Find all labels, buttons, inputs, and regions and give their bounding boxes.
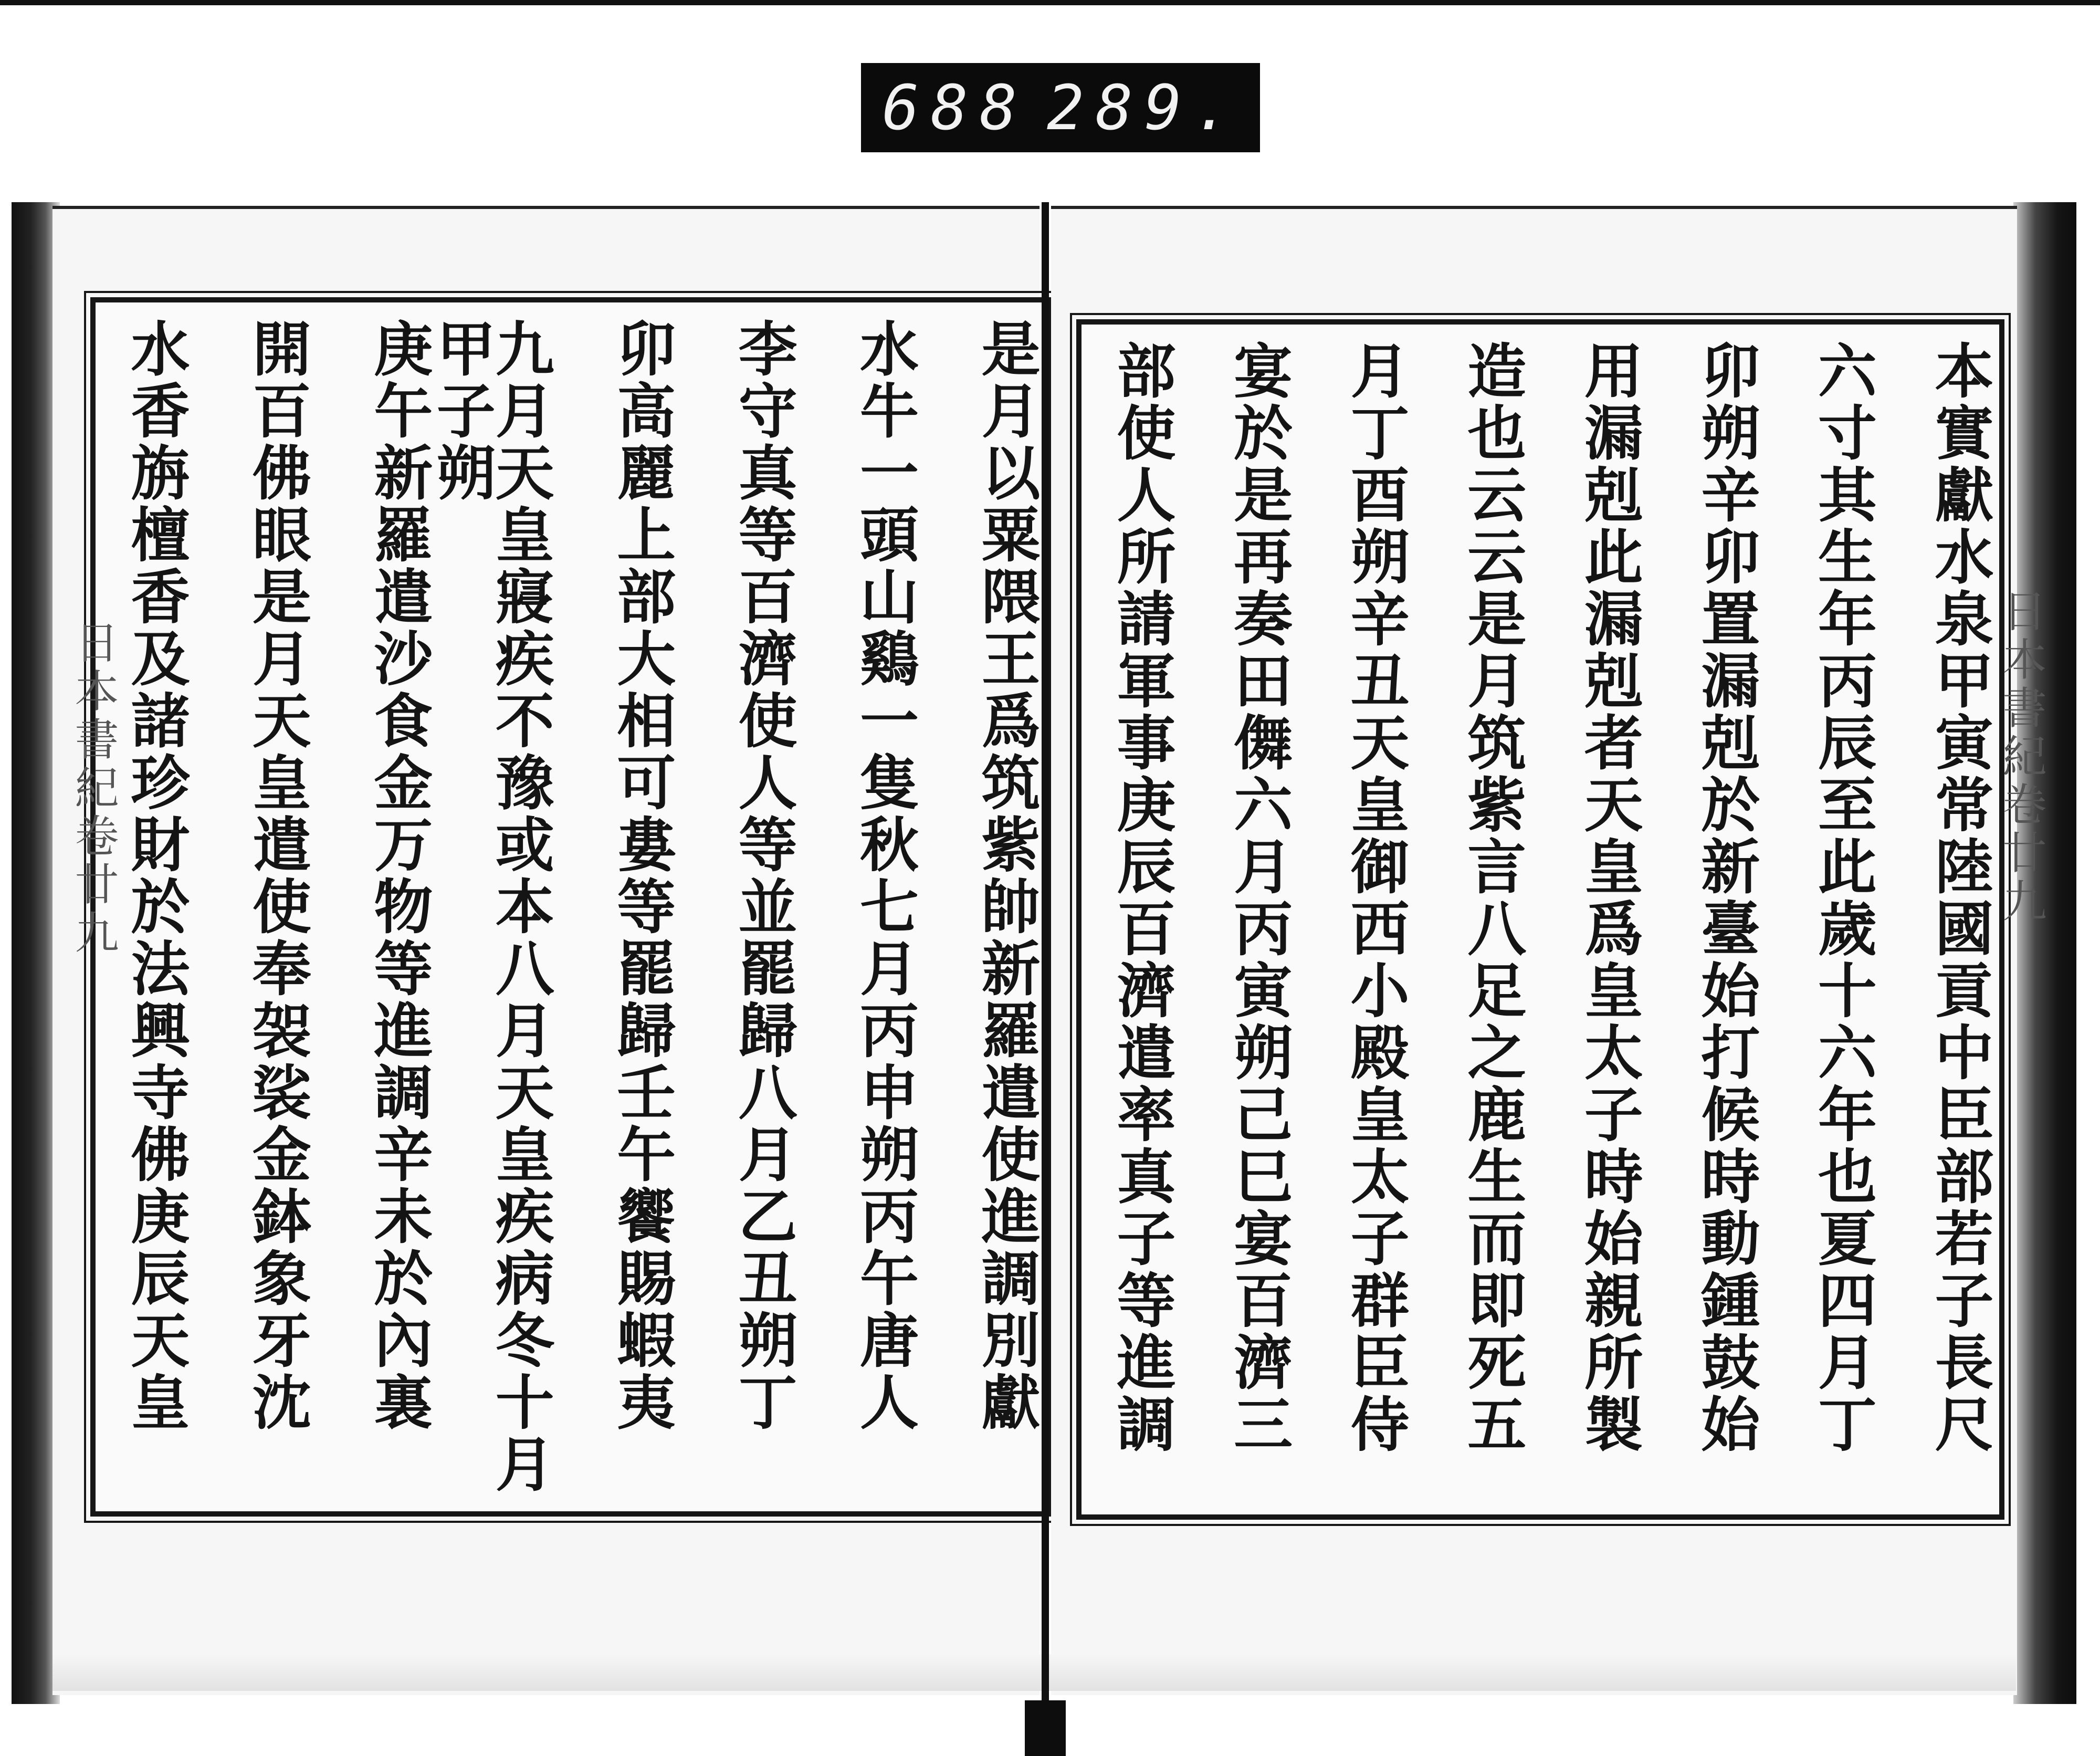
text-column: 部使人所請軍事庚辰百濟遣率真子等進調	[1107, 340, 1176, 1456]
microfilm-frame-number	[861, 63, 1260, 152]
text-column: 是月以粟隈王爲筑紫帥新羅遣使進調別獻	[971, 318, 1041, 1434]
left-text-frame	[90, 297, 1051, 1517]
frame-number-left: 688	[882, 71, 1029, 144]
text-column: 開百佛眼是月天皇遣使奉袈裟金鉢象牙沈	[243, 318, 312, 1434]
binding-foot	[1025, 1700, 1066, 1756]
right-text-columns	[1092, 340, 1994, 1499]
text-column: 卯朔辛卯置漏剋於新臺始打候時動鍾鼓始	[1691, 340, 1760, 1456]
top-border	[0, 0, 2100, 5]
left-text-columns	[106, 318, 1041, 1496]
text-column: 李守真等百濟使人等並罷歸八月乙丑朔丁	[729, 318, 798, 1434]
frame-number-right: 289.	[1046, 71, 1242, 144]
page-bottom-shadow	[52, 1654, 2016, 1691]
text-column: 六寸其生年丙辰至此歲十六年也夏四月丁	[1808, 340, 1877, 1456]
text-column: 卯高麗上部大相可婁等罷歸壬午饗賜蝦夷	[607, 318, 676, 1434]
text-column: 本實獻水泉甲寅常陸國貢中臣部若子長尺	[1925, 340, 1994, 1456]
right-margin-title: 日本書紀卷廿九	[1996, 588, 2047, 926]
binding-gutter	[1042, 202, 1049, 1715]
text-column: 九月天皇寢疾不豫或本八月天皇疾病冬十月甲子朔	[427, 318, 555, 1496]
text-column: 宴於是再奏田儛六月丙寅朔己巳宴百濟三	[1224, 340, 1293, 1456]
text-column: 水牛一頭山鷄一隻秋七月丙申朔丙午唐人	[850, 318, 919, 1434]
right-text-frame	[1076, 319, 2004, 1520]
left-page	[52, 206, 1040, 1695]
text-column: 庚午新羅遣沙食金万物等進調辛未於內裏	[364, 318, 433, 1434]
text-column: 造也云云是月筑紫言八足之鹿生而即死五	[1457, 340, 1527, 1456]
text-column: 水香旃檀香及諸珍財於法興寺佛庚辰天皇	[121, 318, 190, 1434]
right-page	[1051, 206, 2017, 1695]
left-margin-title: 日本書紀卷廿九	[68, 620, 119, 958]
text-column: 用漏剋此漏剋者天皇爲皇太子時始親所製	[1574, 340, 1644, 1456]
text-column: 月丁酉朔辛丑天皇御西小殿皇太子群臣侍	[1341, 340, 1410, 1456]
